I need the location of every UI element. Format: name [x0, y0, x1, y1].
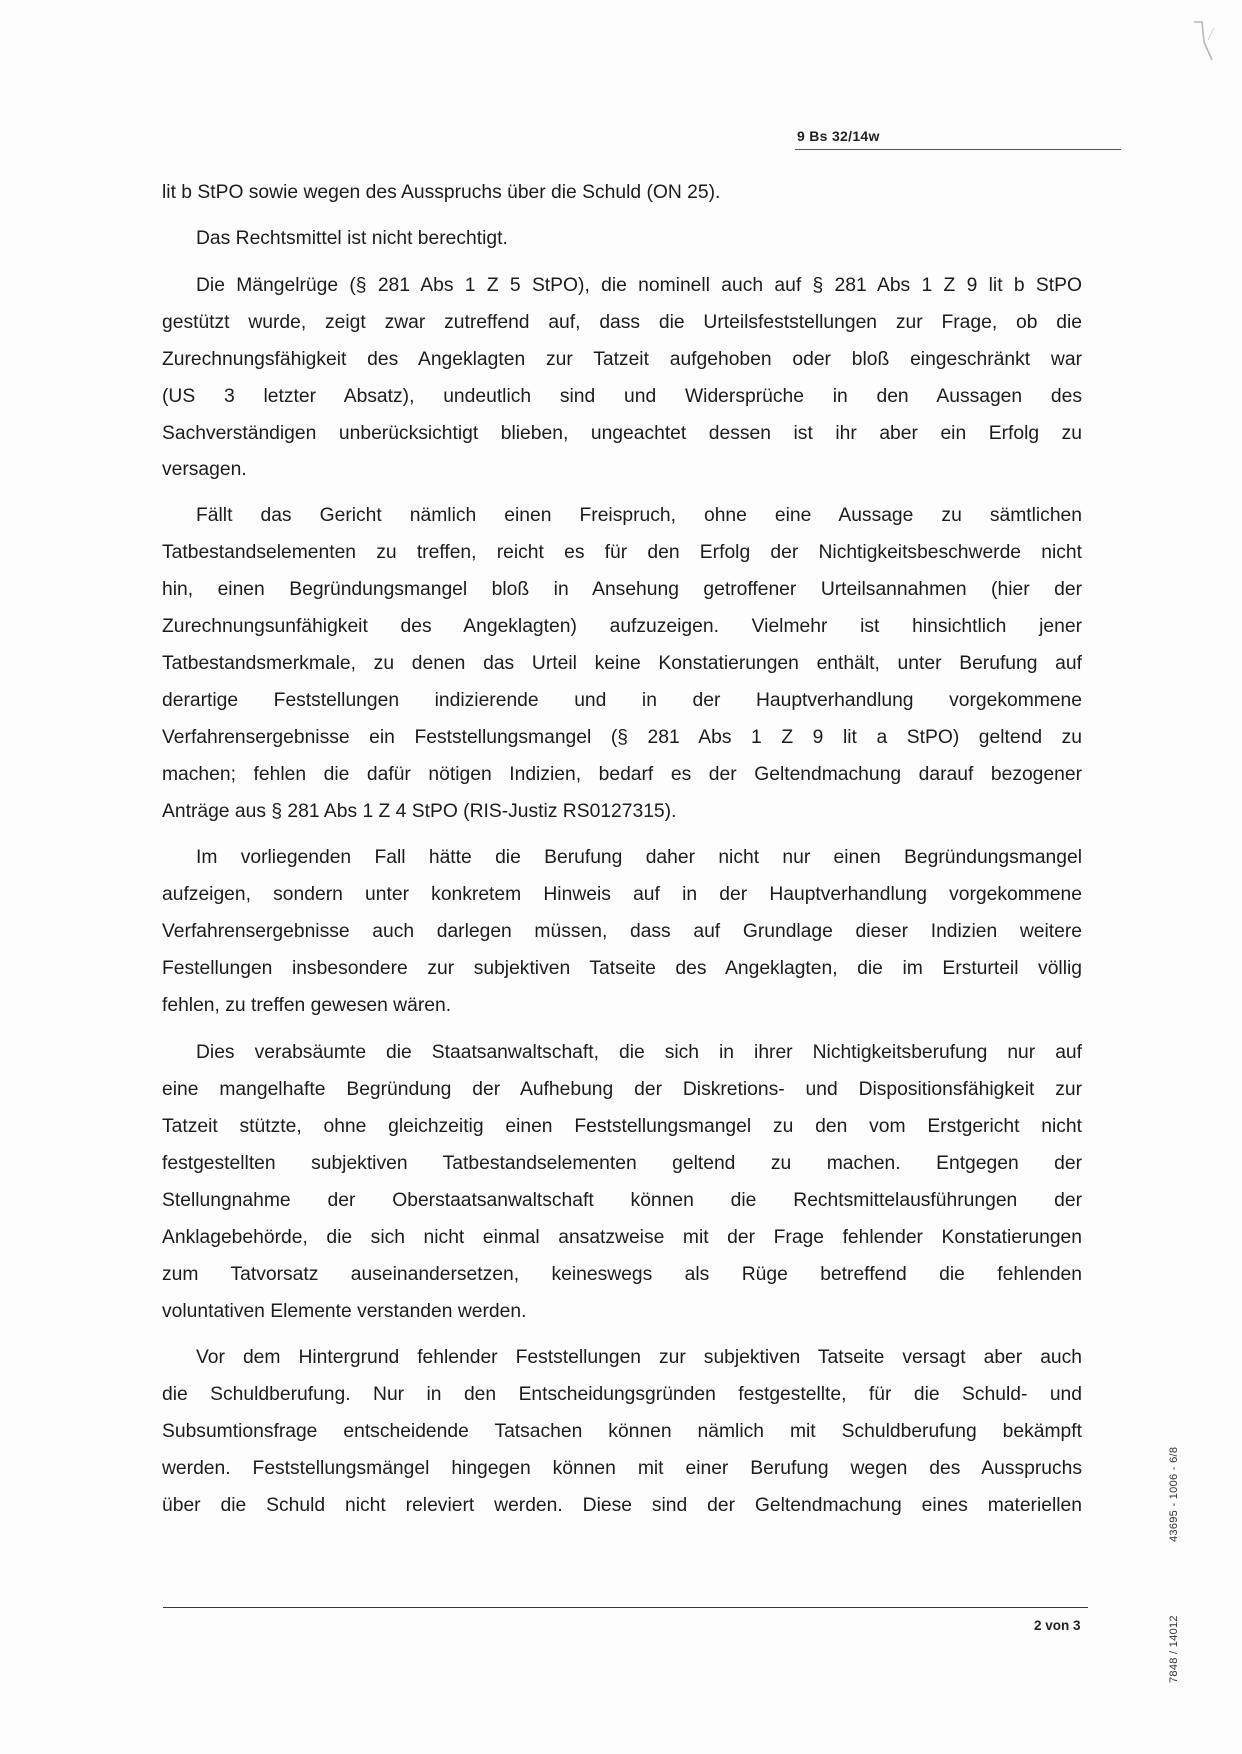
text-line: lit b StPO sowie wegen des Ausspruchs über die Schuld (ON 25). [162, 182, 721, 203]
text-line: Tatzeit stützte, ohne gleichzeitig einen Feststellungsmangel zu den vom Erstgericht nicht [162, 1116, 1082, 1137]
text-line: Festellungen insbesondere zur subjektiven Tatseite des Angeklagten, die im Ersturteil völlig [162, 958, 1082, 979]
text-line: Anträge aus § 281 Abs 1 Z 4 StPO (RIS-Justiz RS0127315). [162, 801, 677, 822]
text-line: (US 3 letzter Absatz), undeutlich sind und Widersprüche in den Aussagen des [162, 386, 1082, 407]
page-number: 2 von 3 [1034, 1618, 1081, 1633]
footer-divider [163, 1607, 1088, 1608]
text-line: Zurechnungsunfähigkeit des Angeklagten) aufzuzeigen. Vielmehr ist hinsichtlich jener [162, 616, 1082, 637]
text-line: über die Schuld nicht releviert werden. Diese sind der Geltendmachung eines materiellen [162, 1495, 1082, 1516]
text-line: Sachverständigen unberücksichtigt blieben, ungeachtet dessen ist ihr aber ein Erfolg zu [162, 423, 1082, 444]
text-line: Tatbestandsmerkmale, zu denen das Urteil keine Konstatierungen enthält, unter Berufung auf [162, 653, 1082, 674]
text-line: Das Rechtsmittel ist nicht berechtigt. [196, 228, 508, 249]
text-line: Die Mängelrüge (§ 281 Abs 1 Z 5 StPO), die nominell auch auf § 281 Abs 1 Z 9 lit b StPO [196, 275, 1082, 296]
text-line: die Schuldberufung. Nur in den Entscheidungsgründen festgestellte, für die Schuld- und [162, 1384, 1082, 1405]
text-line: eine mangelhafte Begründung der Aufhebung der Diskretions- und Dispositionsfähigkeit zur [162, 1079, 1082, 1100]
text-line: versagen. [162, 459, 247, 480]
text-line: Vor dem Hintergrund fehlender Feststellungen zur subjektiven Tatseite versagt aber auch [196, 1347, 1082, 1368]
text-line: festgestellten subjektiven Tatbestandselementen geltend zu machen. Entgegen der [162, 1153, 1082, 1174]
text-line: hin, einen Begründungsmangel bloß in Ansehung getroffener Urteilsannahmen (hier der [162, 579, 1082, 600]
text-line: Anklagebehörde, die sich nicht einmal ansatzweise mit der Frage fehlender Konstatierungen [162, 1227, 1082, 1248]
text-line: werden. Feststellungsmängel hingegen können mit einer Berufung wegen des Ausspruchs [162, 1458, 1082, 1479]
text-line: Verfahrensergebnisse ein Feststellungsmangel (§ 281 Abs 1 Z 9 lit a StPO) geltend zu [162, 727, 1082, 748]
text-line: Zurechnungsfähigkeit des Angeklagten zur Tatzeit aufgehoben oder bloß eingeschränkt war [162, 349, 1082, 370]
header-divider [795, 149, 1121, 150]
text-line: zum Tatvorsatz auseinandersetzen, keineswegs als Rüge betreffend die fehlenden [162, 1264, 1082, 1285]
text-line: Verfahrensergebnisse auch darlegen müssen, dass auf Grundlage dieser Indizien weitere [162, 921, 1082, 942]
case-number: 9 Bs 32/14w [797, 128, 880, 144]
text-line: Stellungnahme der Oberstaatsanwaltschaft können die Rechtsmittelausführungen der [162, 1190, 1082, 1211]
text-line: gestützt wurde, zeigt zwar zutreffend auf, dass die Urteilsfeststellungen zur Frage, ob die [162, 312, 1082, 333]
text-line: Im vorliegenden Fall hätte die Berufung daher nicht nur einen Begründungsmangel [196, 847, 1082, 868]
text-line: Dies verabsäumte die Staatsanwaltschaft, die sich in ihrer Nichtigkeitsberufung nur auf [196, 1042, 1082, 1063]
text-line: voluntativen Elemente verstanden werden. [162, 1301, 527, 1322]
text-line: Tatbestandselementen zu treffen, reicht es für den Erfolg der Nichtigkeitsbeschwerde nicht [162, 542, 1082, 563]
text-line: aufzeigen, sondern unter konkretem Hinweis auf in der Hauptverhandlung vorgekommene [162, 884, 1082, 905]
text-line: fehlen, zu treffen gewesen wären. [162, 995, 452, 1016]
corner-staple-mark-icon [1190, 18, 1220, 68]
margin-print-code: 7848 / 14012 [1168, 1615, 1180, 1683]
text-line: derartige Feststellungen indizierende und in der Hauptverhandlung vorgekommene [162, 690, 1082, 711]
text-line: machen; fehlen die dafür nötigen Indizien, bedarf es der Geltendmachung darauf bezogener [162, 764, 1082, 785]
text-line: Fällt das Gericht nämlich einen Freispruch, ohne eine Aussage zu sämtlichen [196, 505, 1082, 526]
text-line: Subsumtionsfrage entscheidende Tatsachen können nämlich mit Schuldberufung bekämpft [162, 1421, 1082, 1442]
margin-print-code: 43695 - 1006 - 6/8 [1168, 1446, 1180, 1542]
